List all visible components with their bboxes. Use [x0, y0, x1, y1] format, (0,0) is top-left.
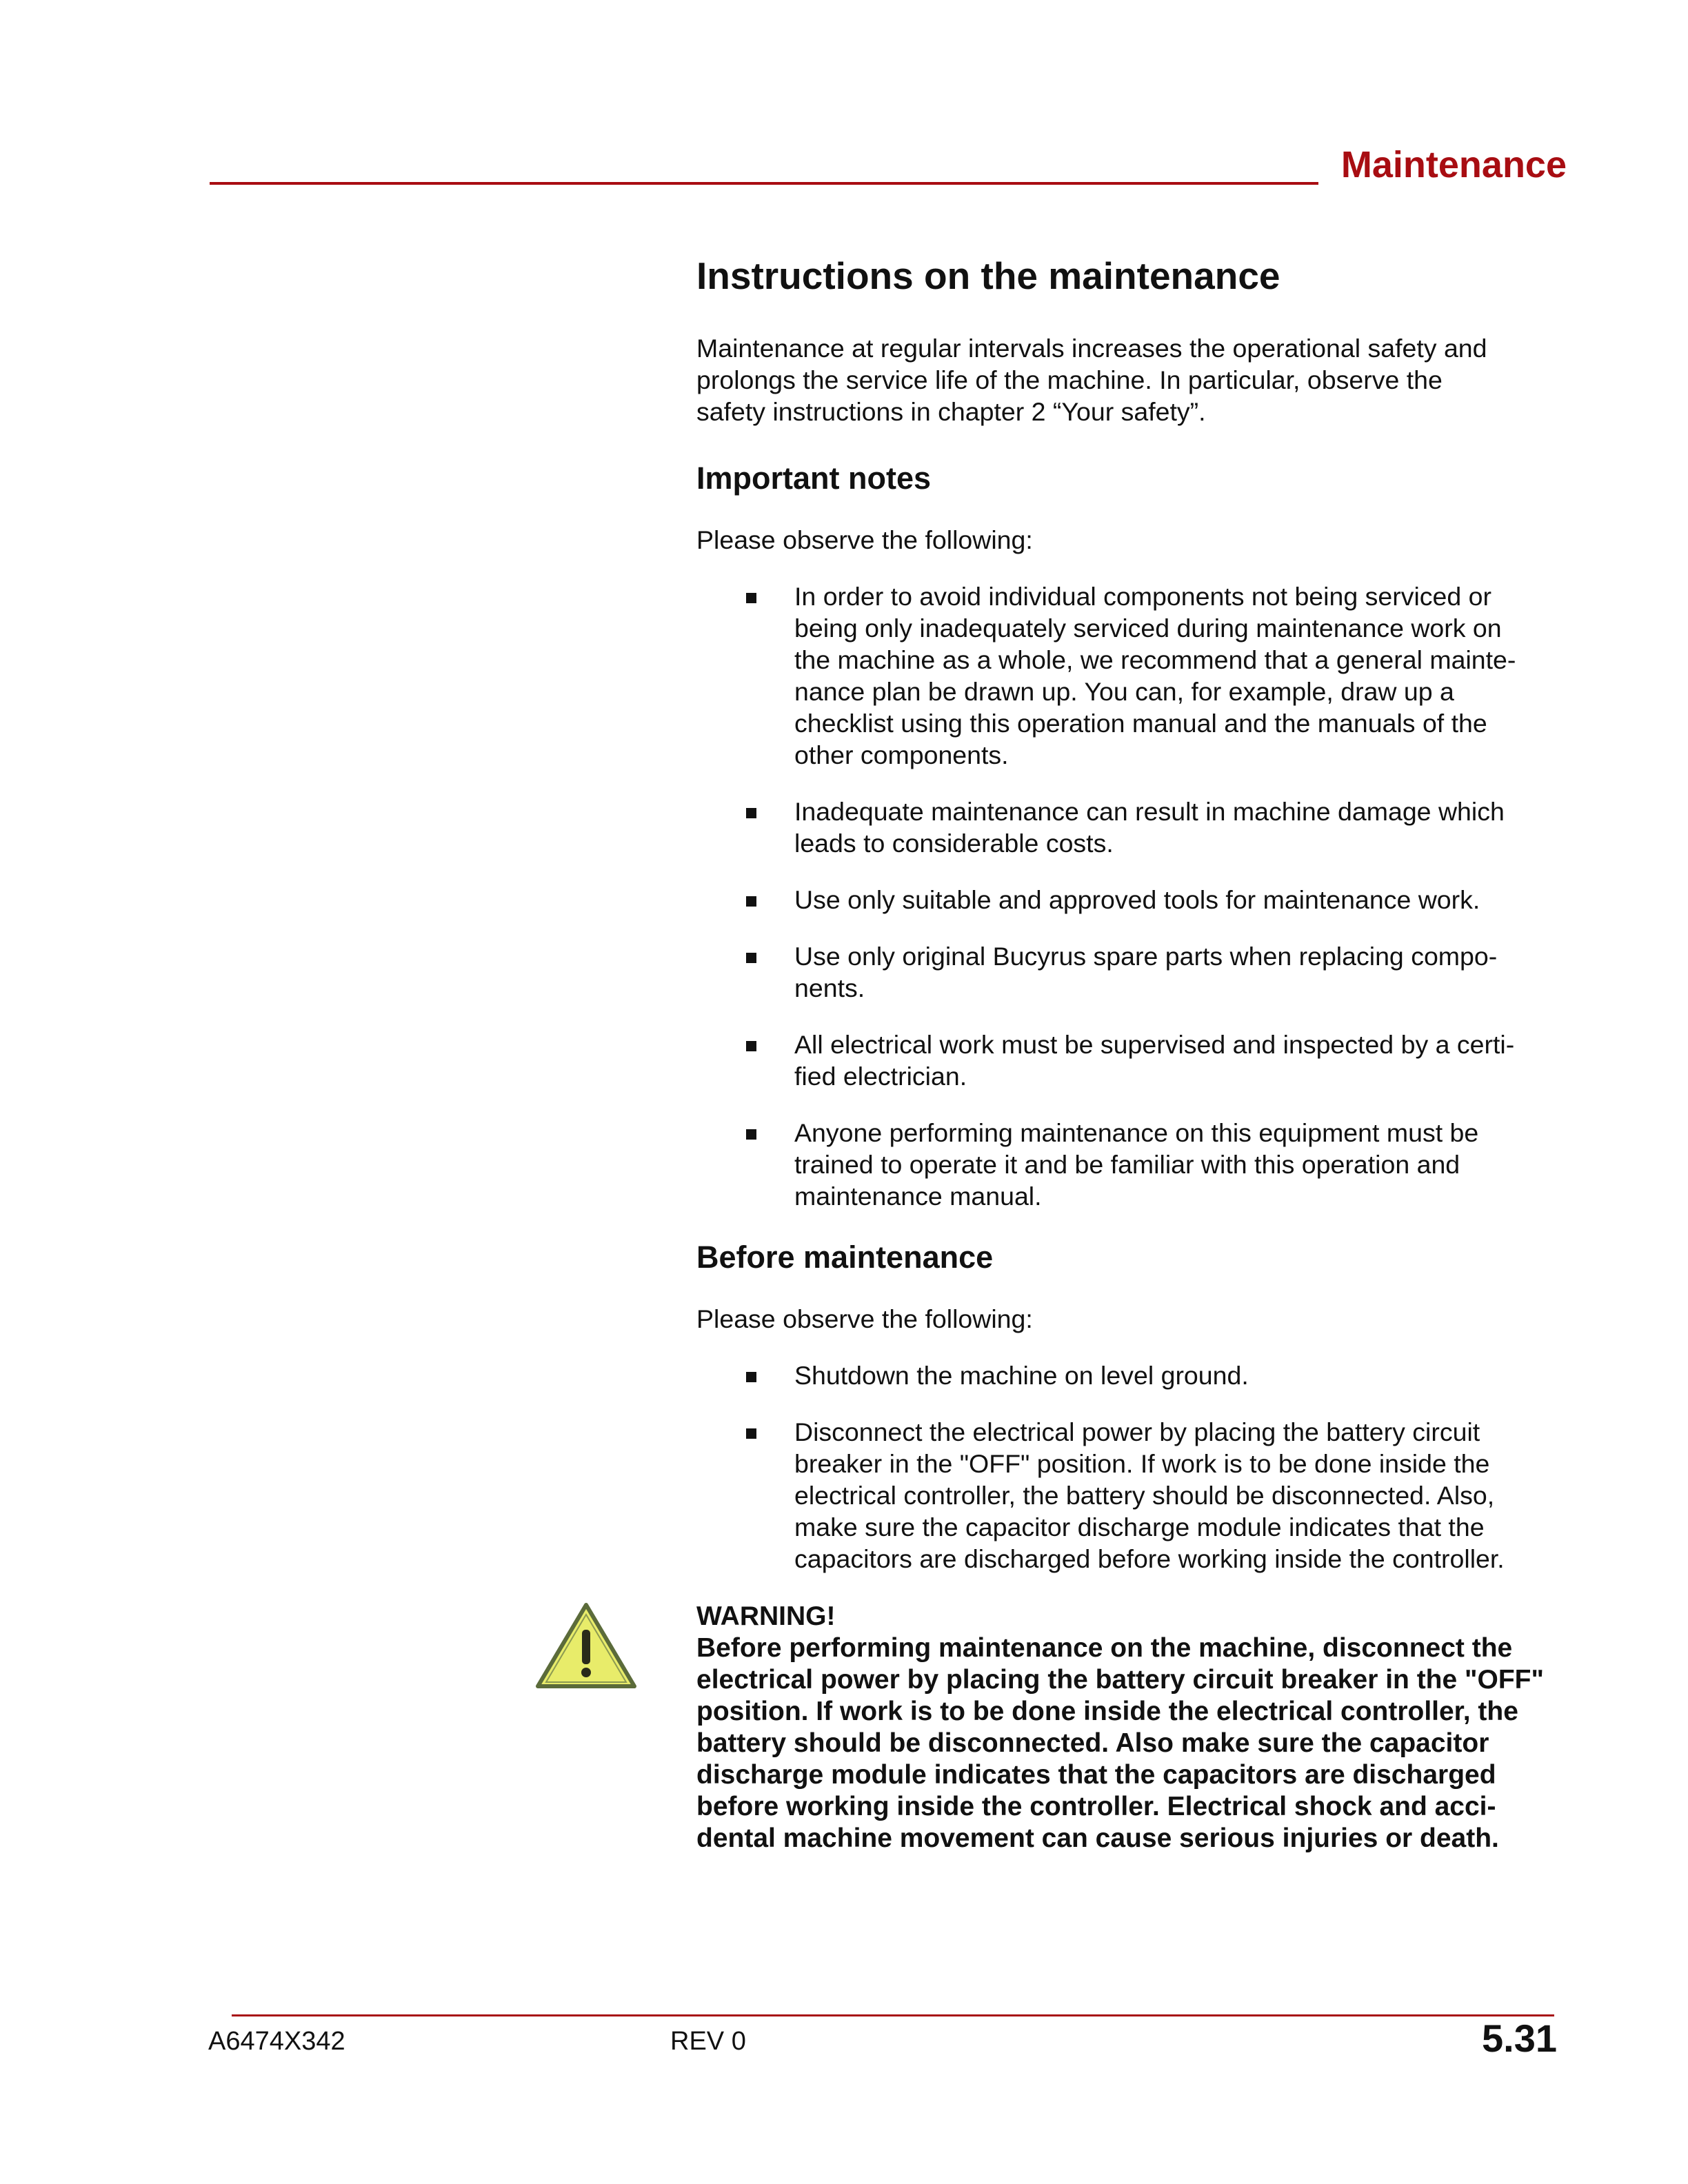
list-item-text: Disconnect the electrical power by placing the battery circuit breaker in the "OFF" position. If work is to be done inside the electrical controller, the battery should be disconnected. Also, make sure the capacitor discharge module indicates that the capacitors are discharged before working inside the controller.: [794, 1417, 1505, 1573]
bullet-square-icon: [746, 1129, 756, 1140]
before-maintenance-lead: Please observe the following:: [696, 1304, 1033, 1333]
list-item-text: Use only original Bucyrus spare parts when replacing compo- nents.: [794, 942, 1498, 1002]
important-notes-lead: Please observe the following:: [696, 525, 1033, 554]
bullet-square-icon: [746, 1041, 756, 1051]
bullet-square-icon: [746, 808, 756, 818]
main-content: [696, 251, 1565, 1599]
list-item: [696, 1029, 1565, 1092]
list-item-text: Inadequate maintenance can result in machine damage which leads to considerable costs.: [794, 797, 1505, 858]
list-item-text: All electrical work must be supervised and inspected by a certi- fied electrician.: [794, 1030, 1515, 1091]
warning-block: [696, 1601, 1565, 1854]
bullet-square-icon: [746, 1428, 756, 1439]
intro-paragraph: Maintenance at regular intervals increases the operational safety and prolongs the service life of the machine. In particular, observe the safety instructions in chapter 2 “Your safety”.: [696, 334, 1487, 426]
important-notes-heading: Important notes: [696, 461, 932, 496]
list-item: [696, 580, 1565, 771]
bullet-square-icon: [746, 953, 756, 963]
before-maintenance-list: [696, 1359, 1565, 1575]
bullet-square-icon: [746, 1372, 756, 1382]
list-item: [696, 1359, 1565, 1391]
section-title: Maintenance: [1340, 144, 1567, 185]
list-item: [696, 1416, 1565, 1575]
page-title: Instructions on the maintenance: [696, 254, 1280, 297]
warning-title: WARNING!: [696, 1601, 836, 1631]
bullet-square-icon: [746, 593, 756, 603]
list-item: [696, 884, 1565, 916]
list-item: [696, 796, 1565, 859]
list-item-text: Use only suitable and approved tools for maintenance work.: [794, 885, 1480, 914]
list-item: [696, 1117, 1565, 1212]
list-item-text: In order to avoid individual components not being serviced or being only inadequately serviced during maintenance work on the machine as a whole, we recommend that a general mainte- nance plan be drawn up. You can, for example, draw up a checklist using this operation manual and the manuals of the other components.: [794, 582, 1516, 769]
important-notes-list: [696, 580, 1565, 1212]
page-number: 5.31: [1482, 2016, 1557, 2060]
document-id: A6474X342: [208, 2027, 345, 2056]
list-item-text: Shutdown the machine on level ground.: [794, 1361, 1249, 1390]
warning-triangle-icon: [534, 1601, 639, 1690]
header-rule: [210, 182, 1318, 185]
before-maintenance-heading: Before maintenance: [696, 1240, 994, 1275]
list-item: [696, 940, 1565, 1004]
revision-label: REV 0: [670, 2027, 746, 2056]
warning-text: Before performing maintenance on the machine, disconnect the electrical power by placing the battery circuit breaker in the "OFF" position. If work is to be done inside the electrical controller, the battery should be disconnected. Also make sure the capacitor discharge module indicates that the capacitors are discharged before working inside the controller. Electrical shock and acci- dental machine movement can cause serious injuries or death.: [696, 1633, 1544, 1853]
list-item-text: Anyone performing maintenance on this equipment must be trained to operate it and be familiar with this operation and maintenance manual.: [794, 1118, 1479, 1211]
bullet-square-icon: [746, 896, 756, 907]
footer-rule: [232, 2014, 1554, 2016]
